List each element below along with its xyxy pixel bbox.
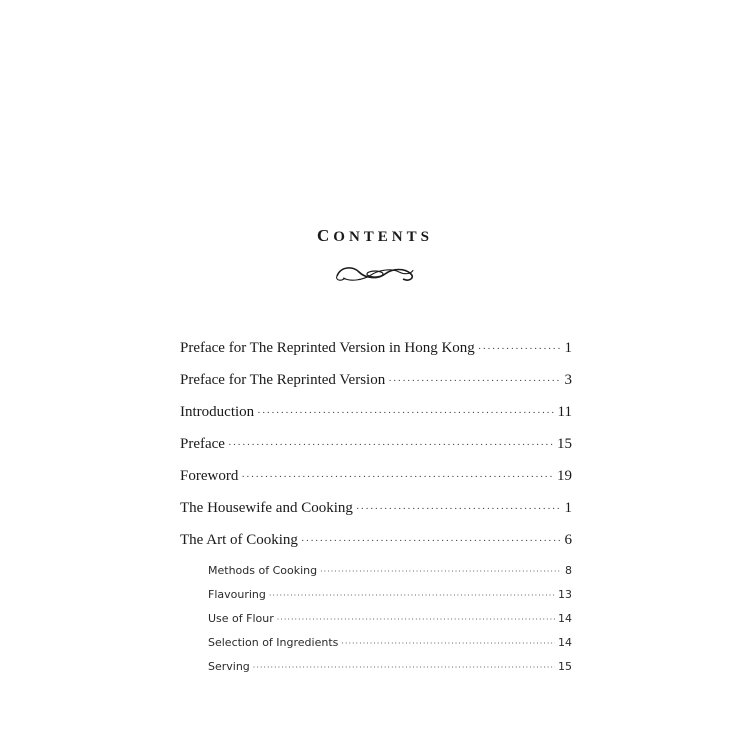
flourish-ornament-icon	[333, 262, 417, 286]
toc-entry-page: 6	[564, 532, 572, 548]
leader-dots	[241, 471, 554, 483]
toc-entry[interactable]	[180, 404, 572, 436]
toc-subentry-page: 14	[558, 636, 572, 649]
toc-entry-page: 15	[557, 436, 572, 452]
toc-entry-page: 1	[564, 340, 572, 356]
toc-subentry-title: Flavouring	[208, 588, 266, 601]
toc-entry-page: 11	[557, 404, 572, 420]
contents-heading: CONTENTS	[317, 226, 433, 245]
leader-dots	[257, 407, 554, 419]
toc-entry[interactable]	[180, 468, 572, 500]
toc-subentry-title: Methods of Cooking	[208, 564, 318, 577]
table-of-contents	[180, 340, 572, 684]
toc-entry[interactable]	[180, 340, 572, 372]
toc-subentry[interactable]	[208, 612, 572, 636]
leader-dots	[388, 375, 561, 387]
toc-subentry-page: 13	[558, 588, 572, 601]
toc-entry-title: The Housewife and Cooking	[180, 500, 353, 516]
toc-entry-page: 1	[564, 500, 572, 516]
toc-subentry[interactable]	[208, 660, 572, 684]
toc-entry[interactable]	[180, 500, 572, 532]
leader-dots	[269, 591, 555, 600]
toc-subentry-page: 14	[558, 612, 572, 625]
toc-subentry[interactable]	[208, 588, 572, 612]
toc-subentry-title: Selection of Ingredients	[208, 636, 339, 649]
toc-entry-title: Preface for The Reprinted Version in Hong Kong	[180, 340, 475, 356]
leader-dots	[320, 567, 561, 576]
leader-dots	[277, 615, 555, 624]
toc-entry[interactable]	[180, 372, 572, 404]
toc-entry-page: 3	[564, 372, 572, 388]
toc-entry-title: The Art of Cooking	[180, 532, 298, 548]
leader-dots	[341, 639, 555, 648]
toc-subentry-title: Serving	[208, 660, 250, 673]
leader-dots	[478, 343, 561, 355]
toc-subentry-title: Use of Flour	[208, 612, 274, 625]
toc-subentry[interactable]	[208, 564, 572, 588]
toc-entry-title: Foreword	[180, 468, 239, 484]
toc-entry-page: 19	[557, 468, 572, 484]
toc-entry[interactable]	[180, 436, 572, 468]
leader-dots	[253, 663, 555, 672]
leader-dots	[356, 503, 561, 515]
leader-dots	[228, 439, 554, 451]
toc-subentry-page: 8	[565, 564, 572, 577]
toc-subentry[interactable]	[208, 636, 572, 660]
toc-subentry-page: 15	[558, 660, 572, 673]
toc-entry-title: Preface	[180, 436, 225, 452]
toc-entry[interactable]	[180, 532, 572, 564]
leader-dots	[301, 535, 561, 547]
toc-entry-title: Introduction	[180, 404, 255, 420]
toc-entry-title: Preface for The Reprinted Version	[180, 372, 386, 388]
